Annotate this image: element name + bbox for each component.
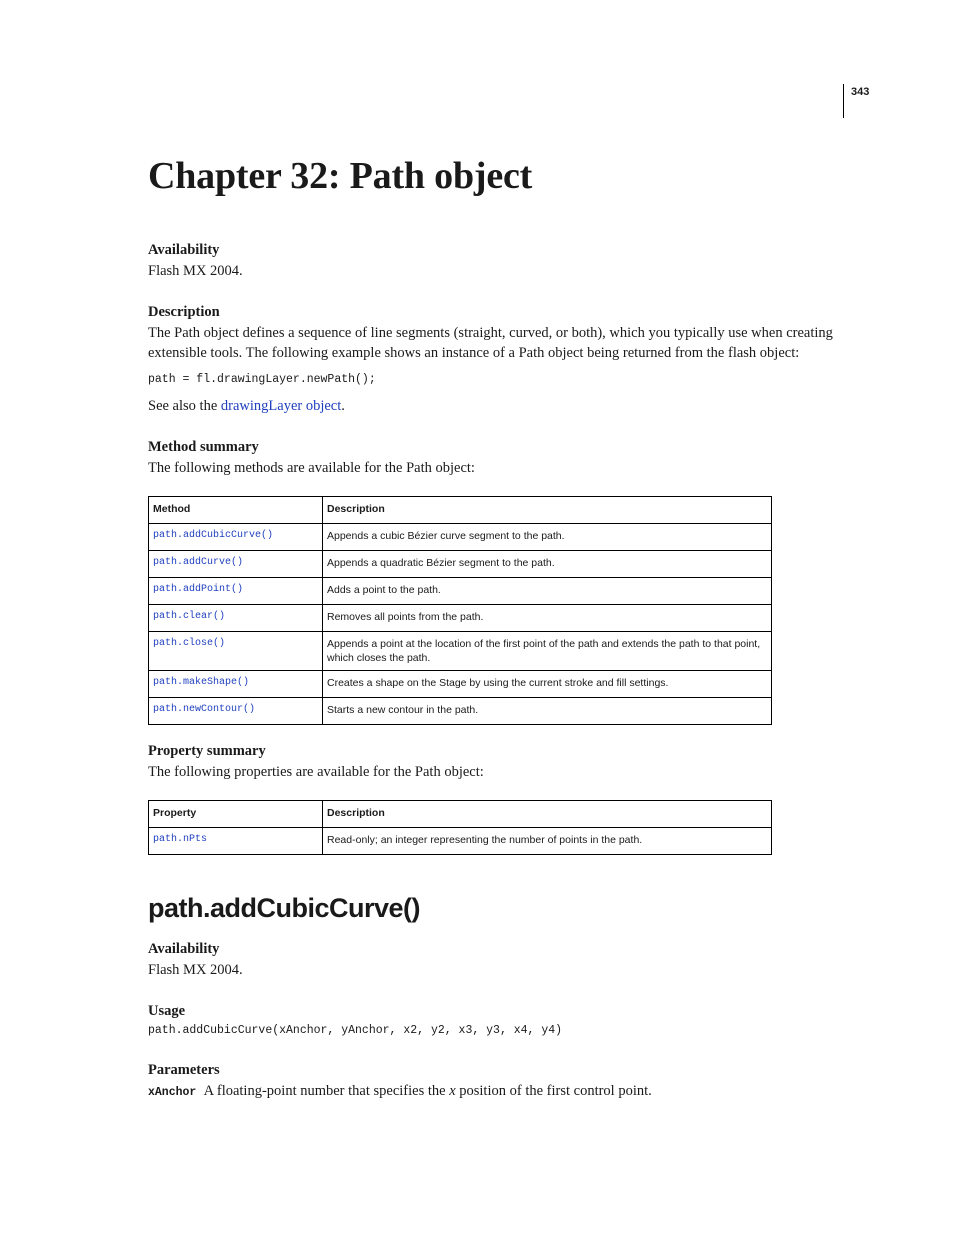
table-row: [149, 632, 772, 671]
method-description: Appends a point at the location of the first point of the path and extends the path to that point, which closes the path.: [323, 632, 772, 671]
parameter-line: [148, 1081, 848, 1103]
parameter-italic: x: [449, 1083, 456, 1099]
method-description: Appends a quadratic Bézier segment to the path.: [323, 551, 772, 578]
method-description: Creates a shape on the Stage by using the current stroke and fill settings.: [323, 671, 772, 698]
parameter-name: xAnchor: [148, 1086, 197, 1099]
method-summary-table: [148, 496, 772, 725]
usage-heading: Usage: [148, 1003, 186, 1019]
chapter-title: Chapter 32: Path object: [148, 155, 533, 197]
property-summary-intro: The following properties are available for the Path object:: [148, 764, 484, 780]
header-rule: [843, 84, 844, 118]
page-number: 343: [851, 86, 870, 98]
property-description: Read-only; an integer representing the number of points in the path.: [323, 828, 772, 855]
table-row: [149, 578, 772, 605]
method-link-addpoint[interactable]: path.addPoint(): [149, 578, 323, 605]
page-content: [148, 150, 848, 1103]
table-header-row: [149, 497, 772, 524]
column-header-property: Property: [149, 801, 323, 828]
availability-heading: Availability: [148, 242, 220, 258]
column-header-description: Description: [323, 497, 772, 524]
section-title: path.addCubicCurve(): [148, 893, 421, 923]
method-link-addcubiccurve[interactable]: path.addCubicCurve(): [149, 524, 323, 551]
table-row: [149, 551, 772, 578]
description-heading: Description: [148, 304, 220, 320]
parameter-text-before: A floating-point number that specifies the: [203, 1083, 450, 1099]
method-link-addcurve[interactable]: path.addCurve(): [149, 551, 323, 578]
description-code: path = fl.drawingLayer.newPath();: [148, 373, 376, 386]
method-description: Adds a point to the path.: [323, 578, 772, 605]
table-row: [149, 828, 772, 855]
method-summary-heading: Method summary: [148, 439, 259, 455]
method-link-makeshape[interactable]: path.makeShape(): [149, 671, 323, 698]
availability-text: Flash MX 2004.: [148, 263, 243, 279]
property-summary-heading: Property summary: [148, 743, 266, 759]
method-description: Starts a new contour in the path.: [323, 698, 772, 725]
see-also-suffix: .: [341, 398, 345, 414]
description-text: The Path object defines a sequence of line segments (straight, curved, or both), which you typically use when creating extensible tools. The following example shows an instance of a Path object being returned from the flash object:: [148, 325, 833, 361]
method-link-clear[interactable]: path.clear(): [149, 605, 323, 632]
method-link-close[interactable]: path.close(): [149, 632, 323, 671]
method-description: Appends a cubic Bézier curve segment to the path.: [323, 524, 772, 551]
parameters-heading: Parameters: [148, 1062, 220, 1078]
table-header-row: [149, 801, 772, 828]
usage-code: path.addCubicCurve(xAnchor, yAnchor, x2, y2, x3, y3, x4, y4): [148, 1024, 563, 1037]
parameter-text-after: position of the first control point.: [455, 1083, 652, 1099]
column-header-method: Method: [149, 497, 323, 524]
property-summary-table: [148, 800, 772, 855]
see-also-prefix: See also the: [148, 398, 221, 414]
method-summary-intro: The following methods are available for the Path object:: [148, 460, 475, 476]
table-row: [149, 671, 772, 698]
method-link-newcontour[interactable]: path.newContour(): [149, 698, 323, 725]
method-description: Removes all points from the path.: [323, 605, 772, 632]
drawinglayer-object-link[interactable]: drawingLayer object: [220, 398, 342, 414]
table-row: [149, 698, 772, 725]
see-also-line: [148, 396, 848, 416]
section-availability-heading: Availability: [148, 941, 220, 957]
table-row: [149, 605, 772, 632]
property-link-npts[interactable]: path.nPts: [149, 828, 323, 855]
table-row: [149, 524, 772, 551]
column-header-description: Description: [323, 801, 772, 828]
section-availability-text: Flash MX 2004.: [148, 962, 243, 978]
